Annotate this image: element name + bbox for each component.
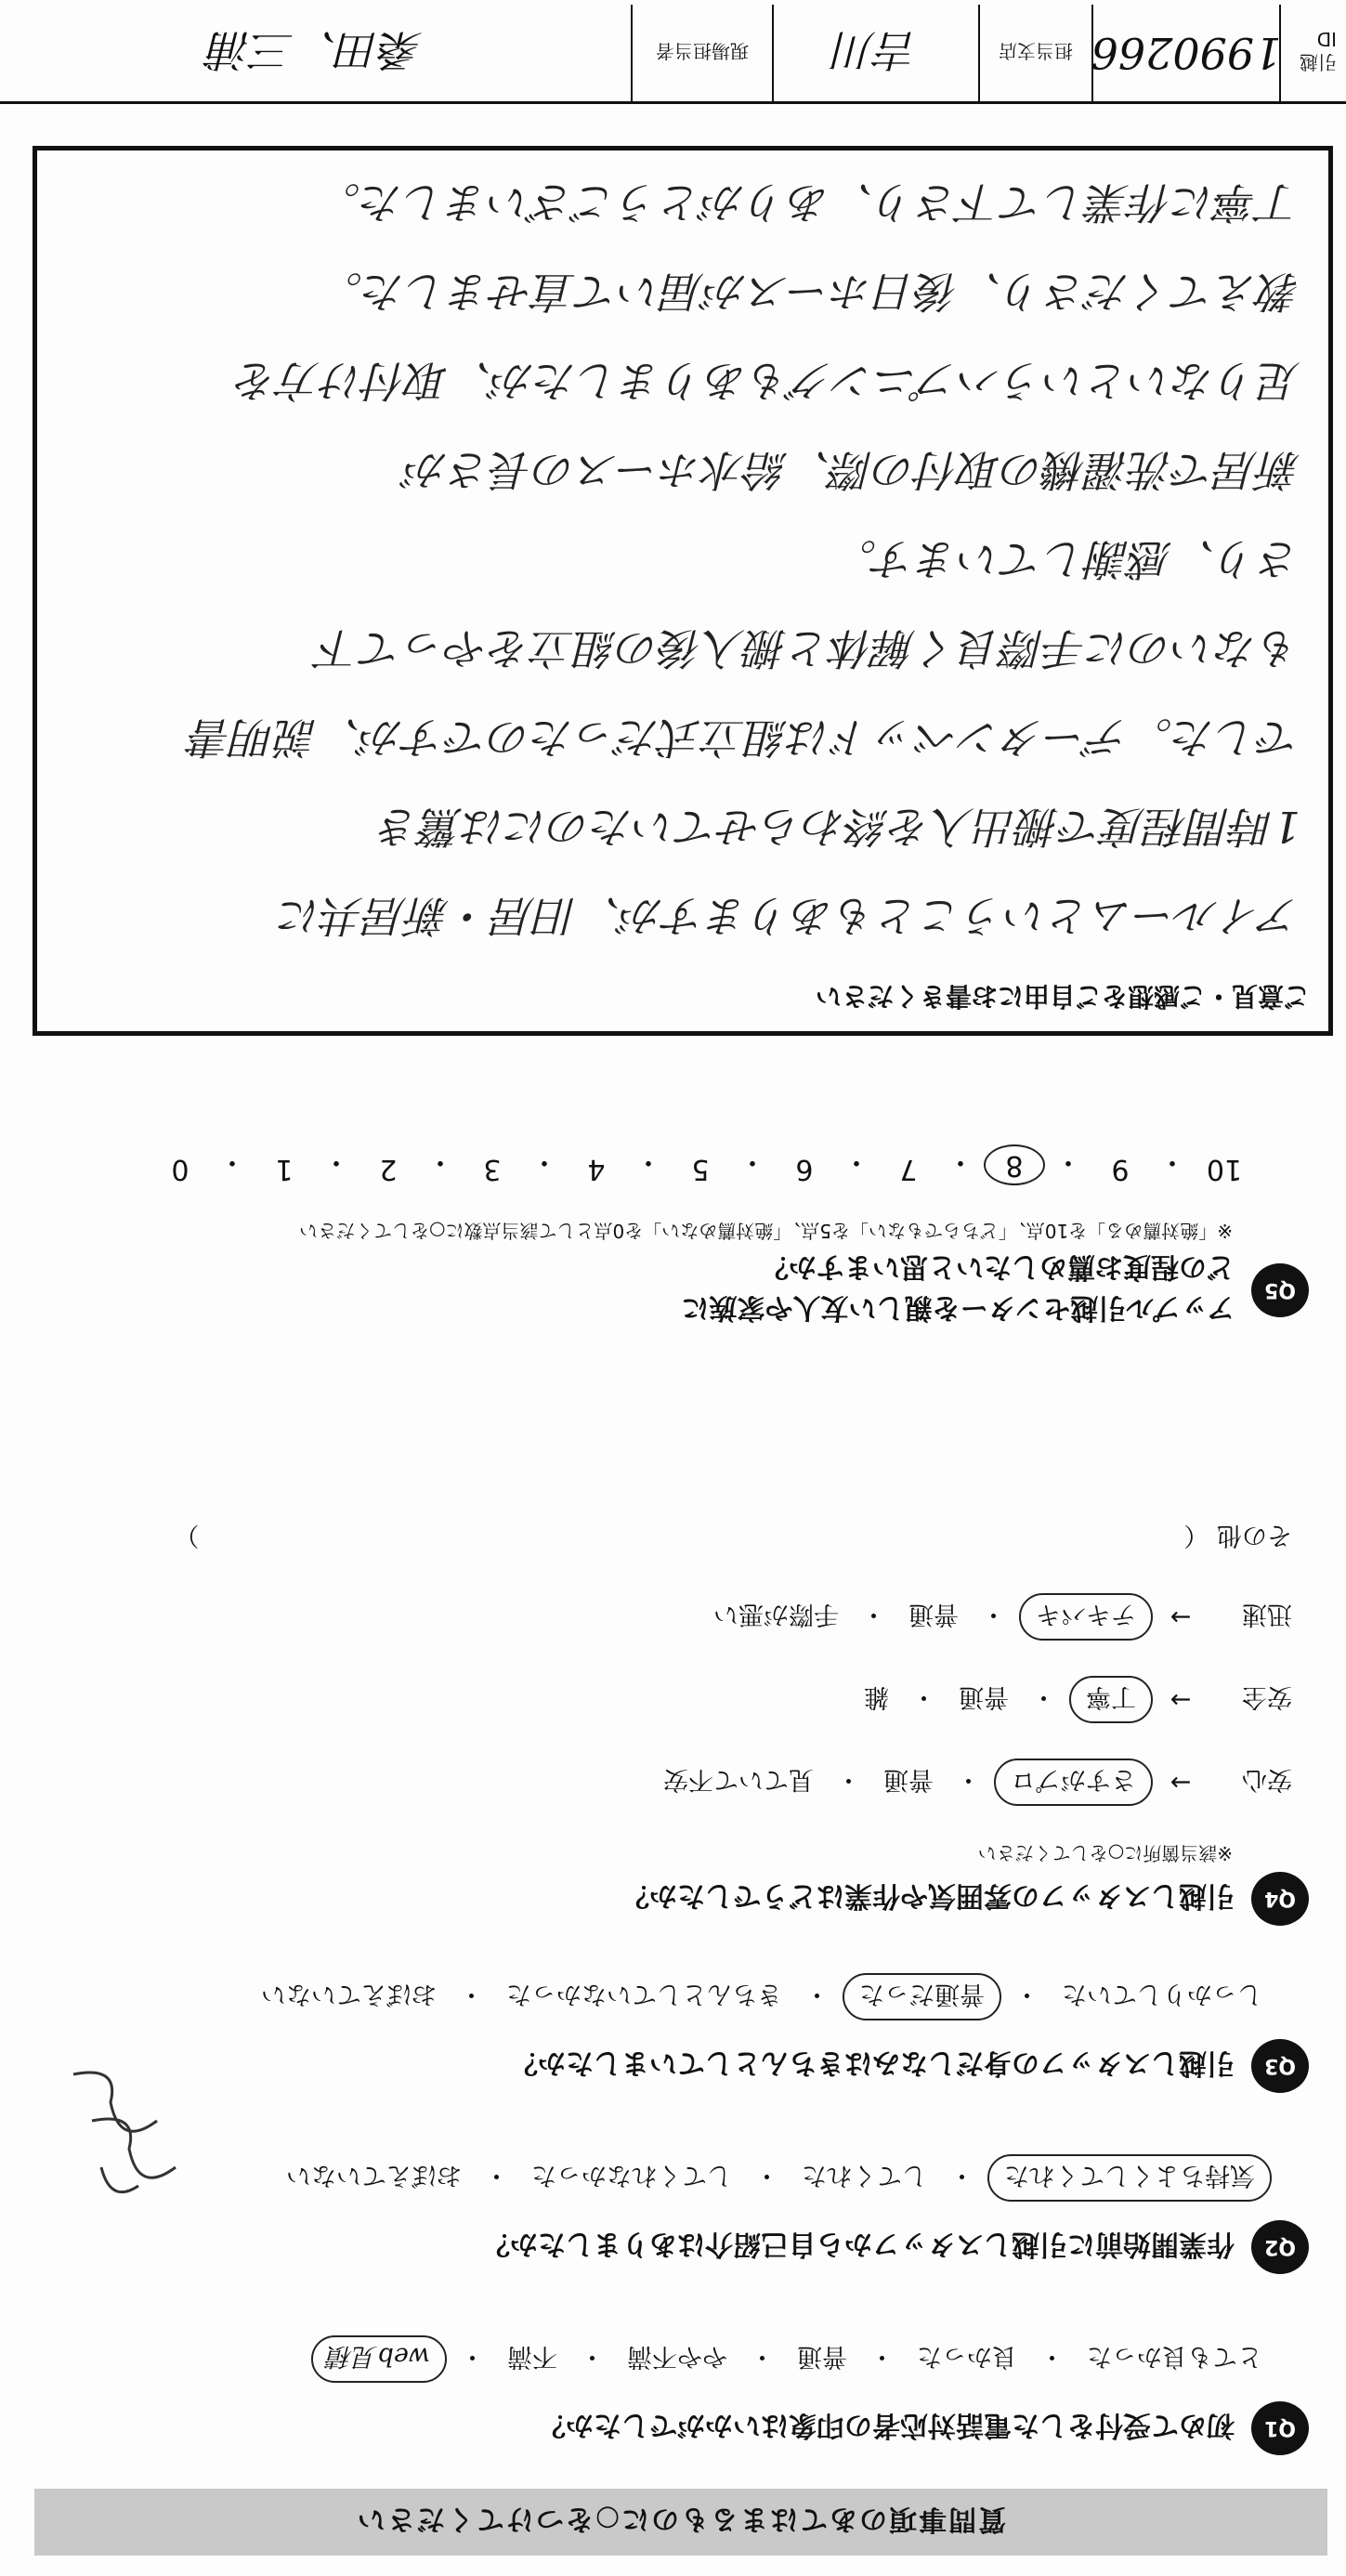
comment-line: でした。データンベッドは組立式だったのですが、説明書 xyxy=(189,713,1300,763)
q4-row-jinsoku: 迅速 → テキパキ ・ 普通 ・ 手際が悪い xyxy=(36,1593,1292,1641)
comment-line: アイルームということもありますが、旧居・新居共に xyxy=(279,891,1300,941)
scale-option[interactable]: 10 xyxy=(1206,1153,1243,1185)
comment-line: 丁寧に作業して下さり、ありがとうございました。 xyxy=(318,177,1300,228)
q3-badge: Q3 xyxy=(1251,2039,1309,2093)
arrow-icon: → xyxy=(1170,1602,1192,1631)
comments-box xyxy=(33,146,1333,1036)
q4-option-selected[interactable]: 丁寧 xyxy=(1069,1676,1153,1723)
q2-badge: Q2 xyxy=(1251,2220,1309,2274)
q1-option[interactable]: とても良かった xyxy=(1087,2342,1262,2371)
q4-option-selected[interactable]: さすがプロ xyxy=(994,1759,1153,1806)
scale-option[interactable]: 7 xyxy=(899,1153,918,1185)
branch-label: 担当支店 xyxy=(999,40,1073,63)
leader-value-cell xyxy=(0,5,631,101)
question-2 xyxy=(36,2154,1309,2274)
q2-options: 気持ちよくしてくれた ・ してくれた ・ してくれなかった ・ おぼえていない xyxy=(36,2154,1272,2202)
q1-option[interactable]: 不満 xyxy=(507,2342,557,2371)
q1-badge: Q1 xyxy=(1251,2401,1309,2455)
question-5 xyxy=(36,1144,1309,1331)
q4-row-label: 安全 xyxy=(1242,1682,1292,1711)
move-id-value: 1990266 xyxy=(1091,28,1282,78)
q5-badge: Q5 xyxy=(1251,1263,1309,1317)
q4-option[interactable]: 普通 xyxy=(959,1682,1009,1711)
q1-options: とても良かった ・ 良かった ・ 普通 ・ やや不満 ・ 不満 ・ web見積 xyxy=(36,2335,1272,2383)
q3-option[interactable]: きちんとしていなかった xyxy=(506,1980,782,2008)
q1-option[interactable]: 良かった xyxy=(917,2342,1017,2371)
move-id-value-cell xyxy=(1091,5,1282,101)
q4-badge: Q4 xyxy=(1251,1872,1309,1926)
q5-scale: 10 ・ 9 ・ 8 ・ 7 ・ 6 ・ 5 ・ 4 ・ 3 ・ 2 ・ 1 ・ 0 xyxy=(36,1144,1253,1185)
leader-label-cell xyxy=(631,5,772,101)
q2-option-selected[interactable]: 気持ちよくしてくれた xyxy=(987,2154,1272,2202)
branch-value: 吉川 xyxy=(833,25,919,75)
scale-option[interactable]: 1 xyxy=(275,1153,294,1185)
q4-other: その他 （） xyxy=(174,1521,1292,1550)
q2-option[interactable]: おぼえていない xyxy=(286,2161,462,2190)
q4-option[interactable]: 見ていて不安 xyxy=(663,1765,814,1794)
q1-option[interactable]: やや不満 xyxy=(627,2342,727,2371)
question-1 xyxy=(36,2335,1309,2455)
scale-option[interactable]: 0 xyxy=(171,1153,189,1185)
q4-row-label: 迅速 xyxy=(1242,1600,1292,1628)
q4-title: 引越しスタッフの雰囲気や作業はどうでしたか？ xyxy=(621,1879,1235,1912)
scale-option[interactable]: 6 xyxy=(795,1153,814,1185)
q1-title: 初めて受付をした電話対応者の印象はいかがでしたか？ xyxy=(538,2409,1235,2441)
scale-option[interactable]: 4 xyxy=(587,1153,606,1185)
pen-scribble xyxy=(46,2037,194,2204)
comment-line: 教えてくださり、後日ホースが届いて直せました。 xyxy=(320,267,1300,317)
q5-title-line2: どの程度お薦めしたいと思いますか？ xyxy=(761,1250,1235,1283)
q2-option[interactable]: してくれた xyxy=(802,2161,927,2190)
q4-row-label: 安心 xyxy=(1242,1765,1292,1794)
record-footer xyxy=(0,5,1346,104)
arrow-icon: → xyxy=(1170,1685,1192,1714)
leader-value: 桑田、三浦 xyxy=(208,25,423,75)
q1-option-selected[interactable]: web見積 xyxy=(311,2335,447,2383)
q2-title: 作業開始前に引越しスタッフから自己紹介はありましたか？ xyxy=(482,2228,1235,2260)
instruction-banner: 質問事項のあてはまるものに○をつけてください xyxy=(34,2489,1327,2556)
scale-option[interactable]: 3 xyxy=(483,1153,502,1185)
q3-options: しっかりしていた ・ 普通だった ・ きちんとしていなかった ・ おぼえていない xyxy=(36,1973,1272,2020)
q3-option[interactable]: しっかりしていた xyxy=(1062,1980,1262,2008)
q3-option[interactable]: おぼえていない xyxy=(261,1980,437,2008)
q2-option[interactable]: してくれなかった xyxy=(531,2161,732,2190)
comment-line: さり、感謝しています。 xyxy=(833,534,1300,584)
move-id-label-cell xyxy=(1279,5,1346,101)
scale-option[interactable]: 2 xyxy=(379,1153,398,1185)
comment-line: 足りないというハプニングもありましたが、取付け方を xyxy=(235,356,1300,406)
scale-option[interactable]: 5 xyxy=(691,1153,710,1185)
comment-line: 1時間程度で搬出入を終わらせていたのには驚き xyxy=(377,802,1300,852)
move-id-label: 引越ID xyxy=(1300,28,1337,74)
q4-note: ※該当箇所に○をしてください xyxy=(977,1842,1233,1864)
branch-value-cell xyxy=(772,5,978,101)
comment-line: 新居で洗濯機の取付の際、給水ホースの長さが xyxy=(405,445,1300,495)
comment-line: もないのに手際良く解体と搬入後の組立をやって下 xyxy=(318,623,1300,673)
scale-option-selected[interactable]: 8 xyxy=(984,1144,1045,1185)
comments-text[interactable] xyxy=(37,158,1328,979)
leader-label: 現場担当者 xyxy=(656,40,749,63)
q4-option[interactable]: 手際が悪い xyxy=(713,1600,839,1628)
question-3 xyxy=(36,1973,1309,2093)
q4-other-label: その他 xyxy=(1217,1521,1292,1550)
q5-note: ※「絶対薦める」を10点、「どちらでもない」を5点、「絶対薦めない」を0点として該当点数に○をしてください xyxy=(299,1220,1233,1242)
q4-row-anshin: 安心 → さすがプロ ・ 普通 ・ 見ていて不安 xyxy=(36,1759,1292,1806)
q3-option-selected[interactable]: 普通だった xyxy=(843,1973,1001,2020)
q4-option[interactable]: 普通 xyxy=(908,1600,959,1628)
q3-title: 引越しスタッフの身だしなみはきちんとしていましたか？ xyxy=(510,2046,1235,2079)
comments-heading: ご意見・ご感想をご自由にお書きください xyxy=(815,981,1310,1012)
q4-option-selected[interactable]: テキパキ xyxy=(1019,1593,1153,1641)
q4-option[interactable]: 雑 xyxy=(864,1682,889,1711)
branch-label-cell xyxy=(978,5,1091,101)
scale-option[interactable]: 9 xyxy=(1111,1153,1130,1185)
q5-title-line1: アップル引越センターを親しい友人や家族に xyxy=(681,1291,1235,1324)
q4-option[interactable]: 普通 xyxy=(883,1765,934,1794)
q4-row-anzen: 安全 → 丁寧 ・ 普通 ・ 雑 xyxy=(36,1676,1292,1723)
arrow-icon: → xyxy=(1170,1768,1192,1797)
question-4 xyxy=(36,1520,1309,1926)
q1-option[interactable]: 普通 xyxy=(797,2342,847,2371)
